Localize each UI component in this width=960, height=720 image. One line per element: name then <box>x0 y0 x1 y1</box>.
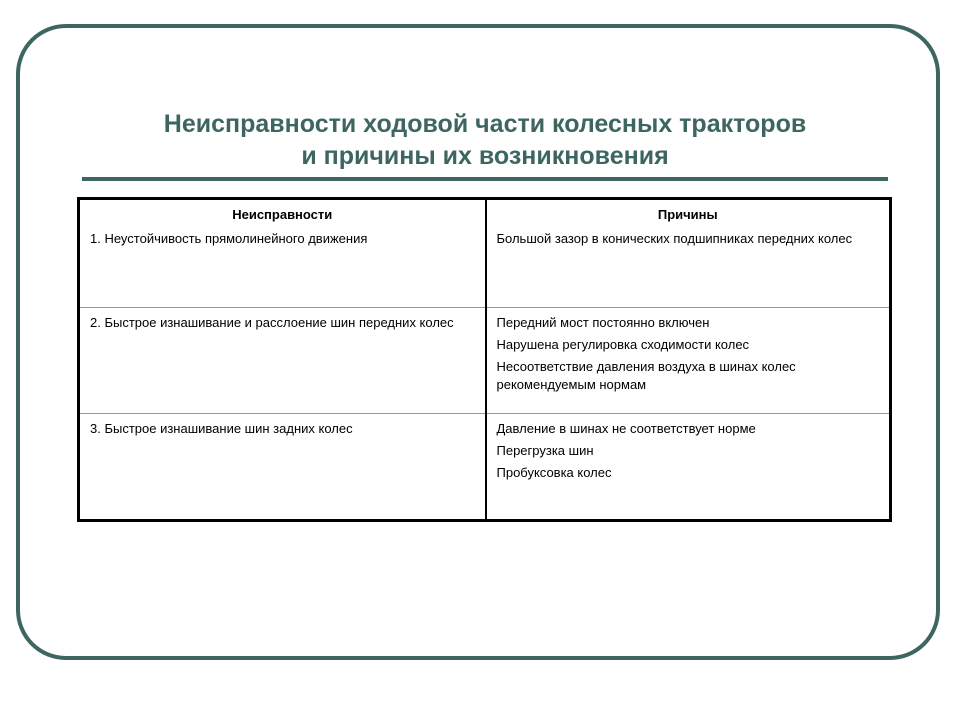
cause-text: Нарушена регулировка сходимости колес <box>496 337 750 352</box>
table-row <box>79 308 891 414</box>
slide-title <box>80 108 890 172</box>
cause-text: Несоответствие давления воздуха в шинах колес рекомендуемым нормам <box>496 359 796 392</box>
cause-cell <box>486 199 891 308</box>
cause-text: Пробуксовка колес <box>496 465 612 480</box>
cause-cell <box>486 308 891 414</box>
cause-text: Давление в шинах не соответствует норме <box>496 421 756 436</box>
cause-text: Перегрузка шин <box>496 443 594 458</box>
cause-cell <box>486 414 891 521</box>
fault-text: 2. Быстрое изнашивание и расслоение шин передних колес <box>90 315 454 330</box>
faults-table <box>77 197 892 522</box>
fault-cell <box>79 308 486 414</box>
fault-text: 3. Быстрое изнашивание шин задних колес <box>90 421 353 436</box>
title-divider <box>82 177 888 181</box>
fault-text: 1. Неустойчивость прямолинейного движения <box>90 231 368 246</box>
fault-cell <box>79 199 486 308</box>
fault-cell <box>79 414 486 521</box>
table-row <box>79 414 891 521</box>
header-faults: Неисправности <box>232 207 333 222</box>
title-line-1: Неисправности ходовой части колесных тракторов <box>163 110 807 138</box>
title-line-2: и причины их возникновения <box>301 142 669 170</box>
table-row <box>79 199 891 308</box>
header-causes: Причины <box>657 207 718 222</box>
cause-text: Большой зазор в конических подшипниках передних колес <box>496 231 853 246</box>
cause-text: Передний мост постоянно включен <box>496 315 710 330</box>
